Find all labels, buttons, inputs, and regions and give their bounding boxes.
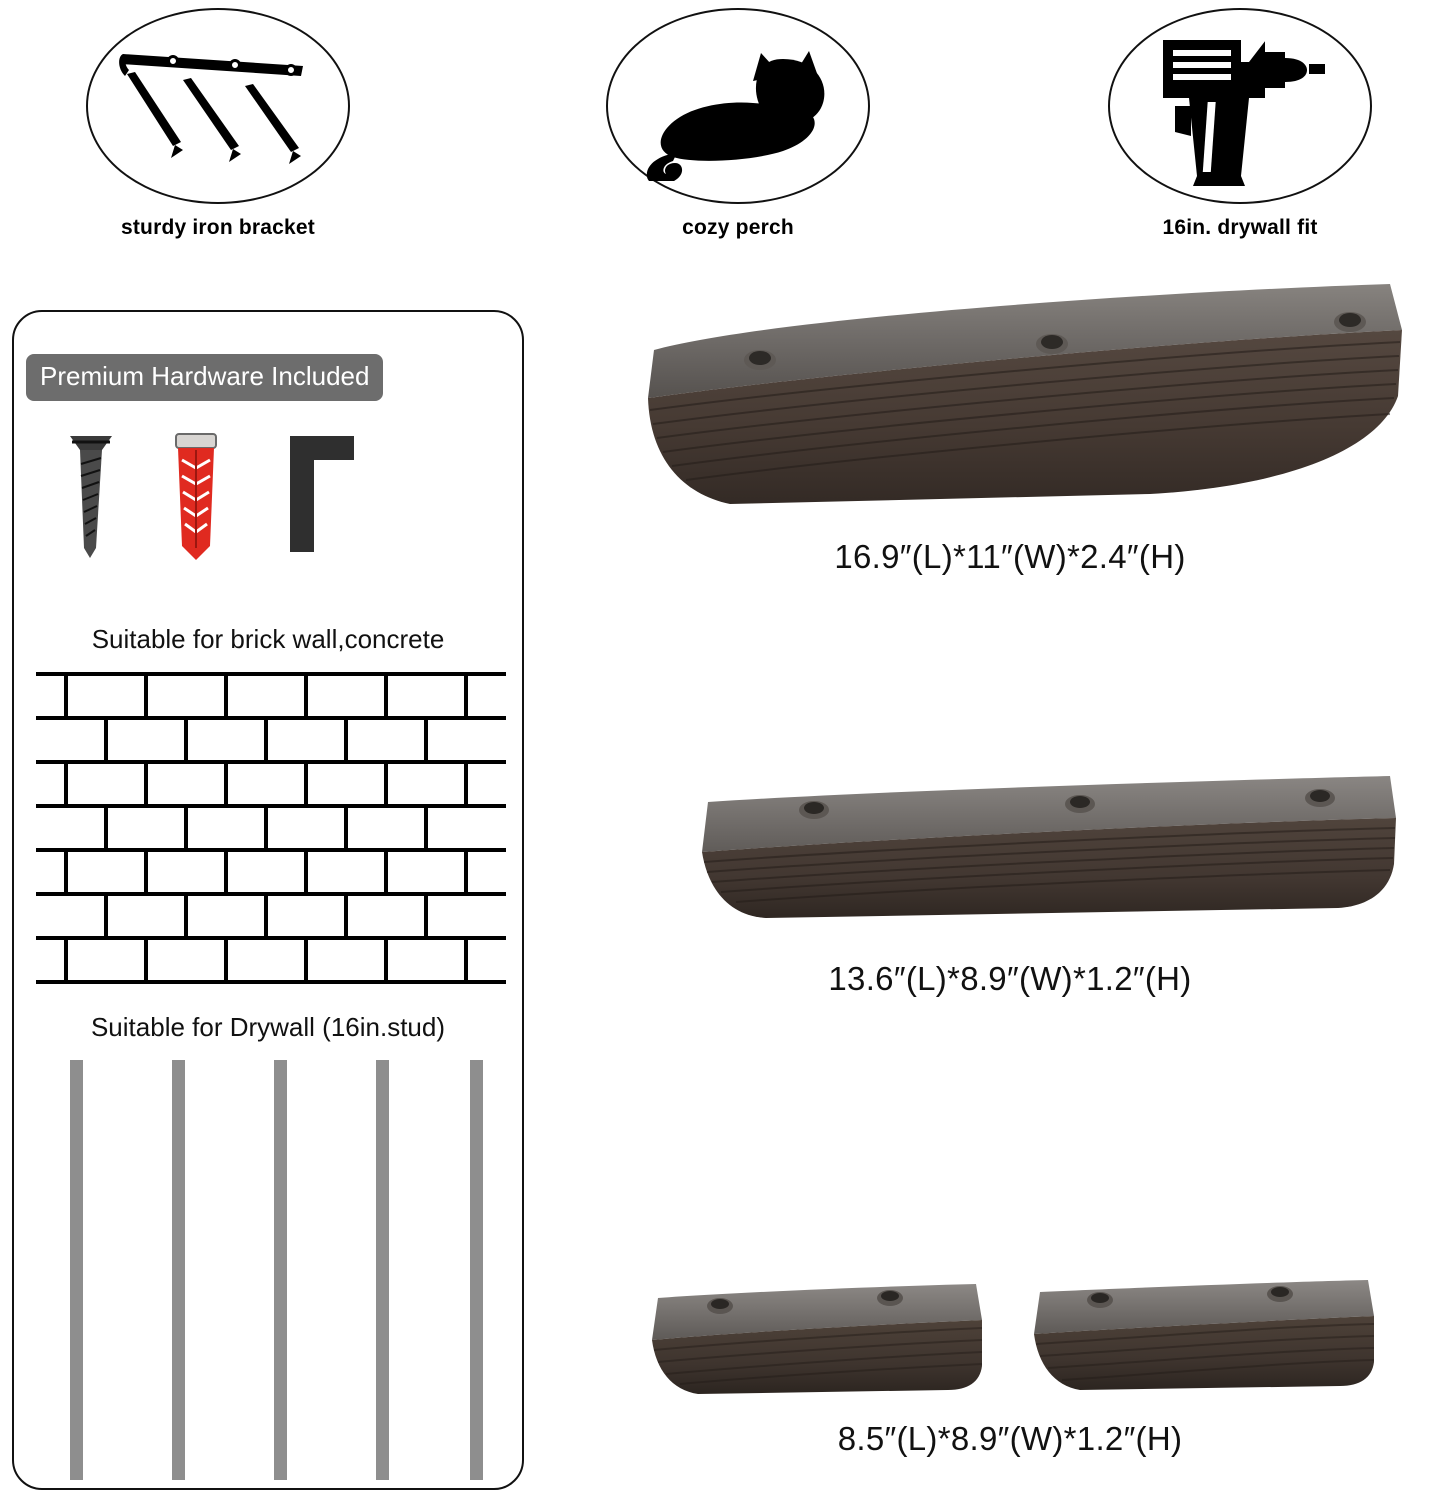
stud-bar (172, 1060, 185, 1480)
drywall-studs-illustration (60, 1060, 490, 1480)
feature-oval-frame (606, 8, 870, 204)
stud-bar (274, 1060, 287, 1480)
shelf-dimension-label: 13.6″(L)*8.9″(W)*1.2″(H) (828, 960, 1192, 997)
hardware-items-row (14, 420, 522, 560)
power-drill-icon (1145, 26, 1335, 186)
stud-bar (470, 1060, 483, 1480)
shelf-item-small-pair (590, 1270, 1430, 1458)
shelf-dimension-label: 8.5″(L)*8.9″(W)*1.2″(H) (837, 1420, 1183, 1457)
hardware-parts-illustration (14, 420, 526, 560)
feature-badge-drywall (1090, 8, 1390, 240)
cat-silhouette-icon (633, 31, 843, 181)
medium-shelf-drawing (590, 760, 1430, 960)
stud-bar (376, 1060, 389, 1480)
feature-badge-bracket (68, 8, 368, 240)
hardware-info-card (12, 310, 524, 1490)
feature-label: sturdy iron bracket (120, 216, 316, 239)
red-wall-anchor-icon (176, 434, 216, 560)
iron-bracket-icon (113, 46, 323, 166)
feature-label: cozy perch (682, 216, 794, 239)
shelf-dimension-label: 16.9″(L)*11″(W)*2.4″(H) (834, 538, 1186, 575)
feature-label: 16in. drywall fit (1162, 216, 1318, 239)
brick-wall-illustration (36, 670, 506, 990)
large-shelf-photo (590, 278, 1430, 538)
feature-badge-row (0, 0, 1450, 250)
premium-hardware-banner: Premium Hardware Included (26, 354, 383, 401)
small-shelf-pair-photo (590, 1270, 1430, 1420)
stud-bar (70, 1060, 83, 1480)
small-shelves-drawing (590, 1270, 1430, 1420)
wood-screw-icon (70, 436, 112, 558)
medium-shelf-photo (590, 760, 1430, 960)
shelf-item-medium (590, 760, 1430, 998)
drywall-caption: Suitable for Drywall (16in.stud) (90, 1012, 446, 1042)
feature-oval-frame (1108, 8, 1372, 204)
feature-badge-perch (588, 8, 888, 240)
allen-key-icon (290, 436, 354, 552)
feature-oval-frame (86, 8, 350, 204)
large-curved-shelf-drawing (590, 278, 1430, 538)
shelf-item-large (590, 278, 1430, 576)
brick-caption: Suitable for brick wall,concrete (91, 624, 445, 654)
